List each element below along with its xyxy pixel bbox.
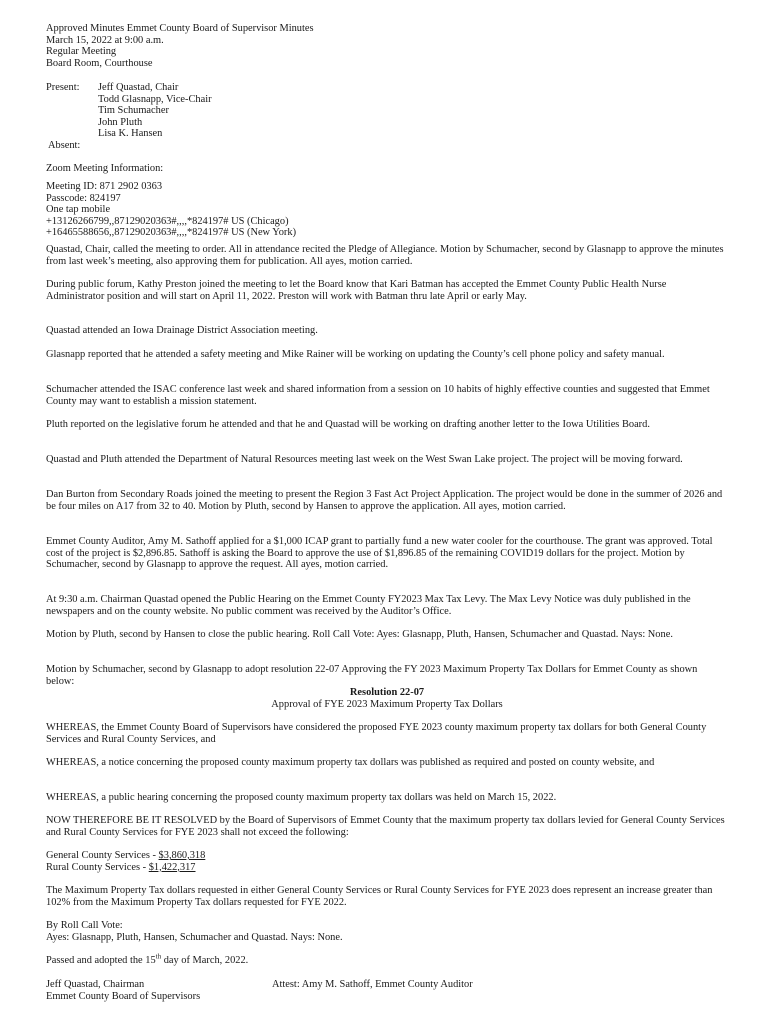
paragraph-public-hearing: At 9:30 a.m. Chairman Quastad opened the Public Hearing on the Emmet County FY2023 Max Tax Levy. The Max Levy Notice was duly published in the newspapers and on the county website. No public comment was received by the Auditor’s Office.: [46, 594, 691, 617]
passed-suffix: day of March, 2022.: [161, 955, 249, 966]
paragraph-secondary-roads: Dan Burton from Secondary Roads joined the meeting to present the Region 3 Fast Act Project Application. The project would be done in the summer of 2026 and be four miles on A17 from 32 to 40. Motion by Pluth, second by Hansen to approve the application. All ayes, motion carried.: [46, 489, 723, 512]
whereas-considered: WHEREAS, the Emmet County Board of Supervisors have considered the proposed FYE 2023 county maximum property tax dollars for both General County Services and Rural County Services, and: [46, 722, 707, 745]
paragraph-close-hearing: Motion by Pluth, second by Hansen to close the public hearing. Roll Call Vote: Ayes: Glasnapp, Pluth, Hansen, Schumacher and Quastad. Nays: None.: [46, 629, 673, 640]
paragraph-isac: Schumacher attended the ISAC conference last week and shared information from a session on 10 habits of highly effective counties and suggested that Emmet County may want to establish a mission statement.: [46, 384, 710, 407]
zoom-phone-newyork: +16465588656,,87129020363#,,,,*824197# US (New York): [46, 227, 297, 239]
increase-note: The Maximum Property Tax dollars requested in either General County Services or Rural County Services for FYE 2023 does represent an increase greater than 102% from the Maximum Property Tax dollars requested for FYE 2022.: [46, 885, 713, 908]
absent-label: Absent:: [48, 139, 81, 151]
roll-call-result: Ayes: Glasnapp, Pluth, Hansen, Schumacher and Quastad. Nays: None.: [46, 931, 343, 943]
rural-services-label: Rural County Services -: [46, 861, 149, 873]
rural-services-amount: $1,422,317: [148, 861, 196, 873]
whereas-notice: WHEREAS, a notice concerning the proposed county maximum property tax dollars was published as required and posted on county website, and: [46, 757, 655, 768]
zoom-one-tap: One tap mobile: [46, 204, 111, 216]
document-title: Approved Minutes Emmet County Board of Supervisor Minutes: [46, 23, 314, 34]
zoom-info: [46, 181, 728, 239]
paragraph-safety: Glasnapp reported that he attended a safety meeting and Mike Rainer will be working on updating the County’s cell phone policy and safety manual.: [46, 349, 665, 360]
general-services-amount: $3,860,318: [158, 850, 206, 861]
passed-prefix: Passed and adopted the 15: [46, 955, 156, 966]
zoom-phone-chicago: +13126266799,,87129020363#,,,,*824197# US (Chicago): [46, 215, 289, 227]
paragraph-public-forum: During public forum, Kathy Preston joined the meeting to let the Board know that Kari Batman has accepted the Emmet County Public Health Nurse Administrator position and will start on April 11, 2022. Preston will work with Batman thru late April or early May.: [46, 279, 667, 302]
passed-ordinal: th: [155, 952, 162, 961]
present-label: Present:: [46, 82, 80, 93]
roll-call: [46, 920, 728, 943]
chair-name: Jeff Quastad, Chairman: [46, 979, 145, 990]
passed-adopted: [46, 952, 728, 967]
present-member: Todd Glasnapp, Vice-Chair: [98, 93, 212, 105]
zoom-heading: Zoom Meeting Information:: [46, 163, 164, 174]
present-member: Lisa K. Hansen: [98, 128, 163, 140]
resolution-title: Resolution 22-07: [349, 687, 425, 698]
zoom-passcode: Passcode: 824197: [46, 192, 121, 204]
paragraph-drainage: Quastad attended an Iowa Drainage District Association meeting.: [46, 325, 318, 336]
meeting-date: March 15, 2022 at 9:00 a.m.: [46, 34, 164, 46]
document-header: [46, 23, 728, 69]
zoom-meeting-id: Meeting ID: 871 2902 0363: [46, 181, 163, 192]
tax-amounts: [46, 850, 728, 873]
general-services-label: General County Services -: [46, 850, 159, 861]
rural-services-line: [46, 862, 728, 874]
resolved-clause: NOW THEREFORE BE IT RESOLVED by the Board of Supervisors of Emmet County that the maximum property tax dollars levied for General County Services and Rural County Services for FYE 2023 shall not exceed the following:: [46, 815, 725, 838]
meeting-location: Board Room, Courthouse: [46, 57, 153, 69]
paragraph-icap-grant: Emmet County Auditor, Amy M. Sathoff applied for a $1,000 ICAP grant to partially fund a new water cooler for the courthouse. The grant was approved. Total cost of the project is $2,896.85. Sathoff is asking the Board to approve the use of $1,896.85 of the remaining COVID19 dollars for the project. Motion by Schumacher, second by Glasnapp to approve the request. All ayes, motion carried.: [46, 536, 713, 571]
paragraph-adopt-resolution: Motion by Schumacher, second by Glasnapp to adopt resolution 22-07 Approving the FY 2023 Maximum Property Tax Dollars for Emmet County as shown below:: [46, 664, 698, 687]
paragraph-legislative: Pluth reported on the legislative forum he attended and that he and Quastad will be working on drafting another letter to the Iowa Utilities Board.: [46, 419, 650, 430]
present-member: John Pluth: [98, 116, 143, 128]
roll-call-label: By Roll Call Vote:: [46, 920, 123, 931]
attendance-block: [46, 82, 728, 152]
general-services-line: [46, 850, 728, 862]
present-member: Tim Schumacher: [98, 105, 169, 117]
paragraph-dnr: Quastad and Pluth attended the Department of Natural Resources meeting last week on the West Swan Lake project. The project will be moving forward.: [46, 454, 683, 465]
whereas-hearing: WHEREAS, a public hearing concerning the proposed county maximum property tax dollars was held on March 15, 2022.: [46, 792, 557, 803]
present-member: Jeff Quastad, Chair: [98, 82, 179, 93]
resolution-subtitle: Approval of FYE 2023 Maximum Property Tax Dollars: [271, 699, 503, 710]
paragraph-call-to-order: Quastad, Chair, called the meeting to order. All in attendance recited the Pledge of Allegiance. Motion by Schumacher, second by Glasnapp to approve the minutes from last week’s meeting, also approving them for publication. All ayes, motion carried.: [46, 244, 724, 267]
chair-org: Emmet County Board of Supervisors: [46, 990, 201, 1002]
attest-signature: Attest: Amy M. Sathoff, Emmet County Auditor: [272, 979, 473, 990]
meeting-type: Regular Meeting: [46, 46, 117, 58]
